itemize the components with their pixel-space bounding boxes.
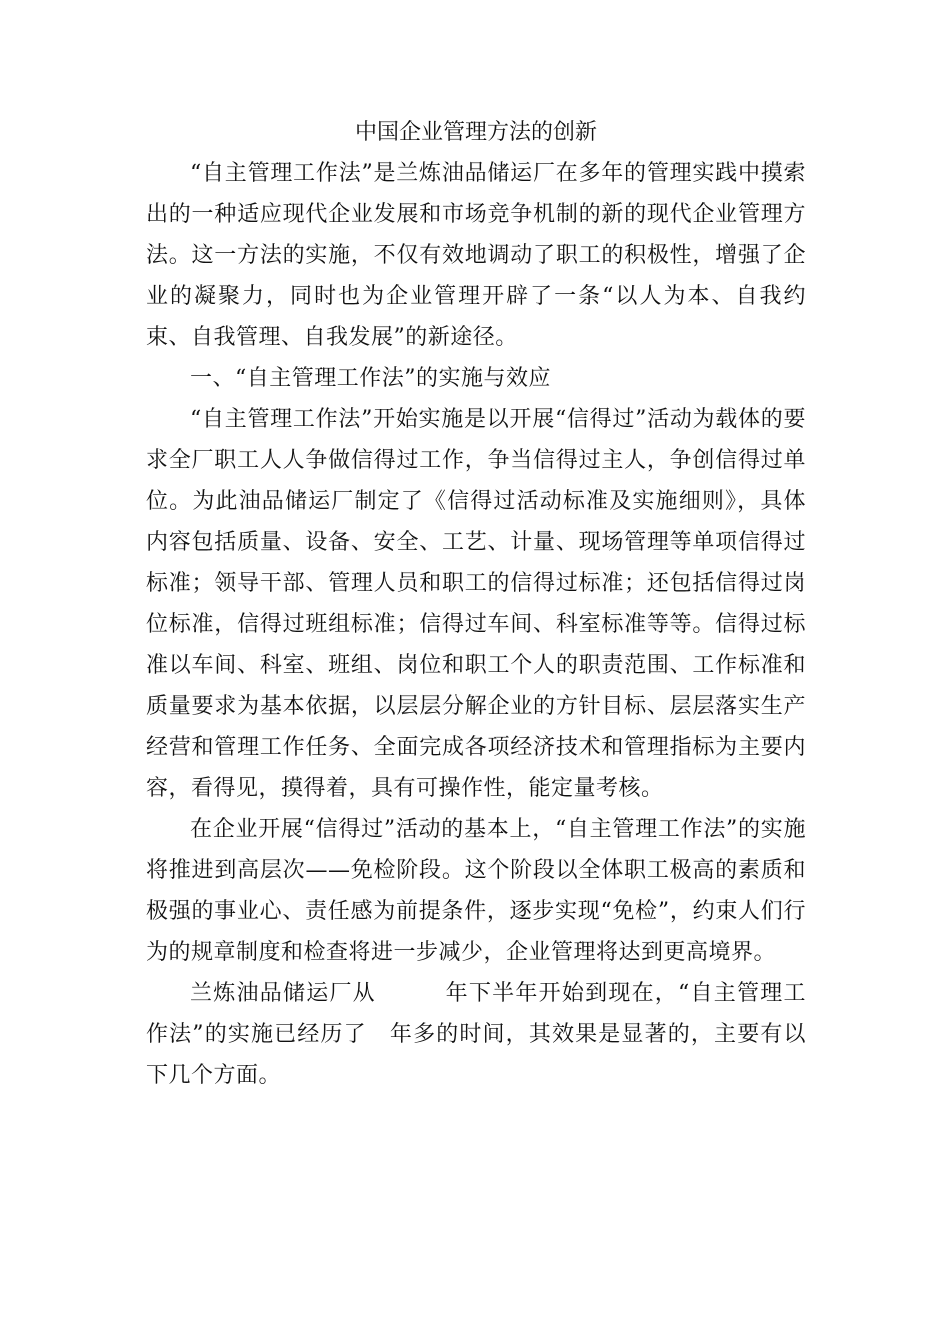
document-title: 中国企业管理方法的创新 xyxy=(354,120,597,145)
body-paragraph-2: 在企业开展“信得过”活动的基本上，“自主管理工作法”的实施将推进到高层次——免检阶段。这个阶段以全体职工极高的素质和极强的事业心、责任感为前提条件，逐步实现“免检”，约束人们行为的规章制度和检查将进一步减少，企业管理将达到更高境界。 xyxy=(146,817,806,965)
body-paragraph-1: “自主管理工作法”开始实施是以开展“信得过”活动为载体的要求全厂职工人人争做信得过工作，争当信得过主人，争创信得过单位。为此油品储运厂制定了《信得过活动标准及实施细则》，具体内容包括质量、设备、安全、工艺、计量、现场管理等单项信得过标准；领导干部、管理人员和职工的信得过标准；还包括信得过岗位标准，信得过班组标准；信得过车间、科室标准等等。信得过标准以车间、科室、班组、岗位和职工个人的职责范围、工作标准和质量要求为基本依据，以层层分解企业的方针目标、层层落实生产经营和管理工作任务、全面完成各项经济技术和管理指标为主要内容，看得见，摸得着，具有可操作性，能定量考核。 xyxy=(146,407,806,801)
section-heading: 一、“自主管理工作法”的实施与效应 xyxy=(190,366,551,391)
intro-paragraph: “自主管理工作法”是兰炼油品储运厂在多年的管理实践中摸索出的一种适应现代企业发展和市场竞争机制的新的现代企业管理方法。这一方法的实施，不仅有效地调动了职工的积极性，增强了企业的凝聚力，同时也为企业管理开辟了一条“以人为本、自我约束、自我管理、自我发展”的新途径。 xyxy=(146,161,806,350)
body-paragraph-3: 兰炼油品储运厂从 年下半年开始到现在，“自主管理工作法”的实施已经历了 年多的时间，其效果是显著的，主要有以下几个方面。 xyxy=(146,981,806,1088)
document-body xyxy=(146,112,806,1096)
